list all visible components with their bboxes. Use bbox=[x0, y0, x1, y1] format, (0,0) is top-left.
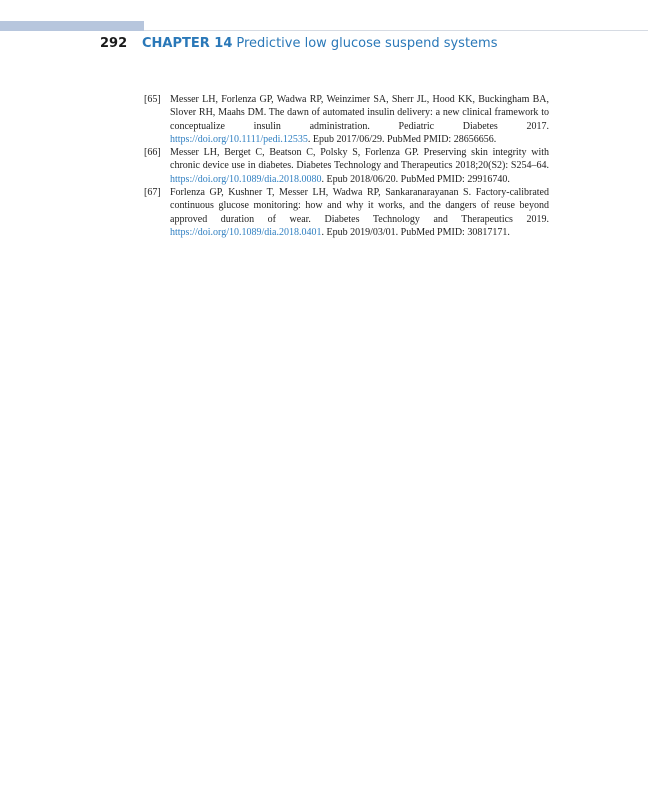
reference-number: [66] bbox=[144, 147, 161, 159]
reference-66 bbox=[144, 146, 549, 186]
reference-text-tail: . Epub 2019/03/01. PubMed PMID: 30817171. bbox=[321, 226, 510, 238]
reference-list bbox=[144, 93, 549, 239]
doi-link[interactable]: https://doi.org/10.1111/pedi.12535 bbox=[170, 133, 308, 145]
page-number: 292 bbox=[100, 36, 128, 51]
reference-text-tail: . Epub 2018/06/20. PubMed PMID: 29916740. bbox=[321, 173, 510, 185]
reference-65 bbox=[144, 93, 549, 146]
reference-text: Forlenza GP, Kushner T, Messer LH, Wadwa RP, Sankaranarayanan S. Factory-calibrated continuous glucose monitoring: how and why it works, and the dangers of reuse beyond approved duration of wear. Diabetes Technology and Therapeutics 2019. bbox=[170, 187, 549, 225]
reference-number: [65] bbox=[144, 94, 161, 105]
header-accent-bar bbox=[0, 21, 144, 31]
doi-link[interactable]: https://doi.org/10.1089/dia.2018.0401 bbox=[170, 226, 322, 238]
chapter-title: Predictive low glucose suspend systems bbox=[236, 36, 498, 51]
reference-number: [67] bbox=[144, 187, 161, 199]
reference-text: Messer LH, Berget C, Beatson C, Polsky S, Forlenza GP. Preserving skin integrity with chronic device use in diabetes. Diabetes Technology and Therapeutics 2018;20(S2): S254–64. bbox=[170, 147, 549, 172]
running-head bbox=[100, 35, 497, 53]
reference-text: Messer LH, Forlenza GP, Wadwa RP, Weinzimer SA, Sherr JL, Hood KK, Buckingham BA, Slover RH, Maahs DM. The dawn of automated insulin delivery: a new clinical framework to conceptualize insulin administration. Pediatric Diabetes 2017. bbox=[170, 94, 549, 132]
reference-67 bbox=[144, 186, 549, 239]
reference-text-tail: . Epub 2017/06/29. PubMed PMID: 28656656. bbox=[307, 133, 497, 145]
header-rule bbox=[144, 30, 648, 31]
chapter-label: CHAPTER 14 bbox=[142, 36, 233, 51]
doi-link[interactable]: https://doi.org/10.1089/dia.2018.0080 bbox=[170, 173, 322, 185]
